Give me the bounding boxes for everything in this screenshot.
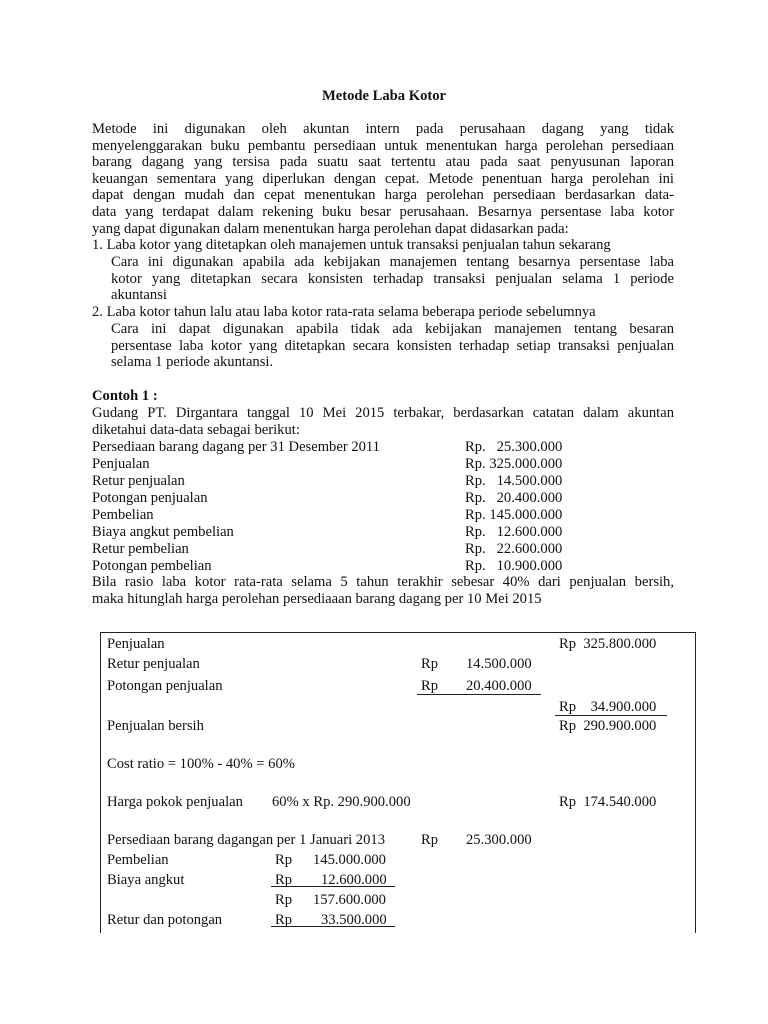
data-label: Potongan penjualan [92,490,208,506]
data-value: Rp. 12.600.000 [465,524,563,540]
data-label: Persediaan barang dagang per 31 Desember 2011 [92,439,380,455]
retur-potongan-rp: Rp [275,912,293,928]
hpp-value: Rp 174.540.000 [559,794,657,810]
penjualan-value: Rp 325.800.000 [559,636,657,652]
intro-line: Metode ini digunakan oleh akuntan intern pada perusahaan dagang yang tidak [92,121,674,137]
intro-line: dapat dengan mudah dan cepat menentukan harga perolehan persediaan berdasarkan data- [92,187,674,204]
data-value: Rp. 14.500.000 [465,473,563,489]
intro-line: keuangan sementara yang diperlukan dengan cepat. Metode penentuan harga perolehan ini [92,170,674,187]
list-item-2-body [111,321,674,371]
data-label: Retur penjualan [92,473,185,489]
question-line: maka hitunglah harga perolehan persediaaan barang dagang per 10 Mei 2015 [92,590,542,607]
retur-penjualan-value: 14.500.000 [466,656,532,672]
hpp-label: Harga pokok penjualan [107,794,243,810]
question-line: Bila rasio laba kotor rata-rata selama 5 tahun terakhir sebesar 40% dari penjualan bersih, [92,574,674,590]
retur-potongan-value: 33.500.000 [321,912,387,928]
item1-line: akuntansi [111,287,167,304]
data-label: Potongan pembelian [92,558,212,574]
item2-line: selama 1 periode akuntansi. [111,354,274,371]
total-reduction-value: Rp 34.900.000 [559,699,657,715]
data-value: Rp. 20.400.000 [465,490,563,506]
biaya-angkut-value: 12.600.000 [321,872,387,888]
data-value: Rp. 25.300.000 [465,439,563,455]
list-item-1-body [111,254,674,304]
biaya-angkut-rp: Rp [275,872,293,888]
data-value: Rp. 22.600.000 [465,541,563,557]
item1-line: kotor yang ditetapkan secara konsisten terhadap transaksi penjualan selama 1 periode [111,270,674,287]
retur-potongan-label: Retur dan potongan [107,912,223,928]
subtotal-rp: Rp [275,892,293,908]
list-item-2-heading: 2. Laba kotor tahun lalu atau laba kotor rata-rata selama beberapa periode sebelumnya [92,304,596,320]
biaya-angkut-label: Biaya angkut [107,872,185,888]
intro-paragraph [92,121,674,237]
hpp-calculation: 60% x Rp. 290.900.000 [272,794,411,810]
cost-ratio-text: Cost ratio = 100% - 40% = 60% [107,756,295,772]
persediaan-awal-value: 25.300.000 [466,832,532,848]
data-value: Rp. 10.900.000 [465,558,563,574]
data-label: Retur pembelian [92,541,189,557]
intro-line: yang dapat digunakan dalam menentukan harga perolehan dapat didasarkan pada: [92,220,569,237]
underline [555,715,667,716]
retur-penjualan-rp: Rp [421,656,439,672]
pembelian-label: Pembelian [107,852,169,868]
penjualan-bersih-value: Rp 290.900.000 [559,718,657,734]
example-line: diketahui data-data sebagai berikut: [92,421,300,438]
example-title: Contoh 1 : [92,388,158,404]
intro-line: menyelenggarakan buku pembantu persediaan untuk menentukan harga perolehan persediaan [92,137,674,154]
potongan-penjualan-rp: Rp [421,678,439,694]
pembelian-value: 145.000.000 [313,852,386,868]
underline [417,694,541,695]
underline [271,926,395,927]
list-item-1-heading: 1. Laba kotor yang ditetapkan oleh manajemen untuk transaksi penjualan tahun sekarang [92,237,611,253]
data-value: Rp. 145.000.000 [465,507,563,523]
retur-penjualan-label: Retur penjualan [107,656,200,672]
underline [271,886,395,887]
item2-line: Cara ini dapat digunakan apabila tidak ada kebijakan manajemen tentang besaran [111,321,674,337]
question-paragraph [92,574,674,607]
penjualan-label: Penjualan [107,636,165,652]
intro-line: barang dagang yang tersisa pada suatu saat tertentu atau pada saat penyusunan laporan [92,154,674,171]
potongan-penjualan-value: 20.400.000 [466,678,532,694]
data-label: Biaya angkut pembelian [92,524,234,540]
potongan-penjualan-label: Potongan penjualan [107,678,223,694]
page-title: Metode Laba Kotor [321,88,447,104]
example-line: Gudang PT. Dirgantara tanggal 10 Mei 2015 terbakar, berdasarkan catatan dalam akuntan [92,405,674,421]
item1-line: Cara ini digunakan apabila ada kebijakan manajemen tentang besarnya persentase laba [111,254,674,270]
data-label: Penjualan [92,456,150,472]
data-label: Pembelian [92,507,154,523]
intro-line: data yang terdapat dalam rekening buku besar perusahaan. Besarnya persentase laba kotor [92,203,674,220]
penjualan-bersih-label: Penjualan bersih [107,718,204,734]
data-value: Rp. 325.000.000 [465,456,563,472]
subtotal-value: 157.600.000 [313,892,386,908]
item2-line: persentase laba kotor yang ditetapkan secara konsisten terhadap setiap transaksi penjualan [111,337,674,354]
persediaan-awal-label: Persediaan barang dagangan per 1 Januari 2013 [107,832,385,848]
example-intro [92,405,674,438]
pembelian-rp: Rp [275,852,293,868]
persediaan-awal-rp: Rp [421,832,439,848]
